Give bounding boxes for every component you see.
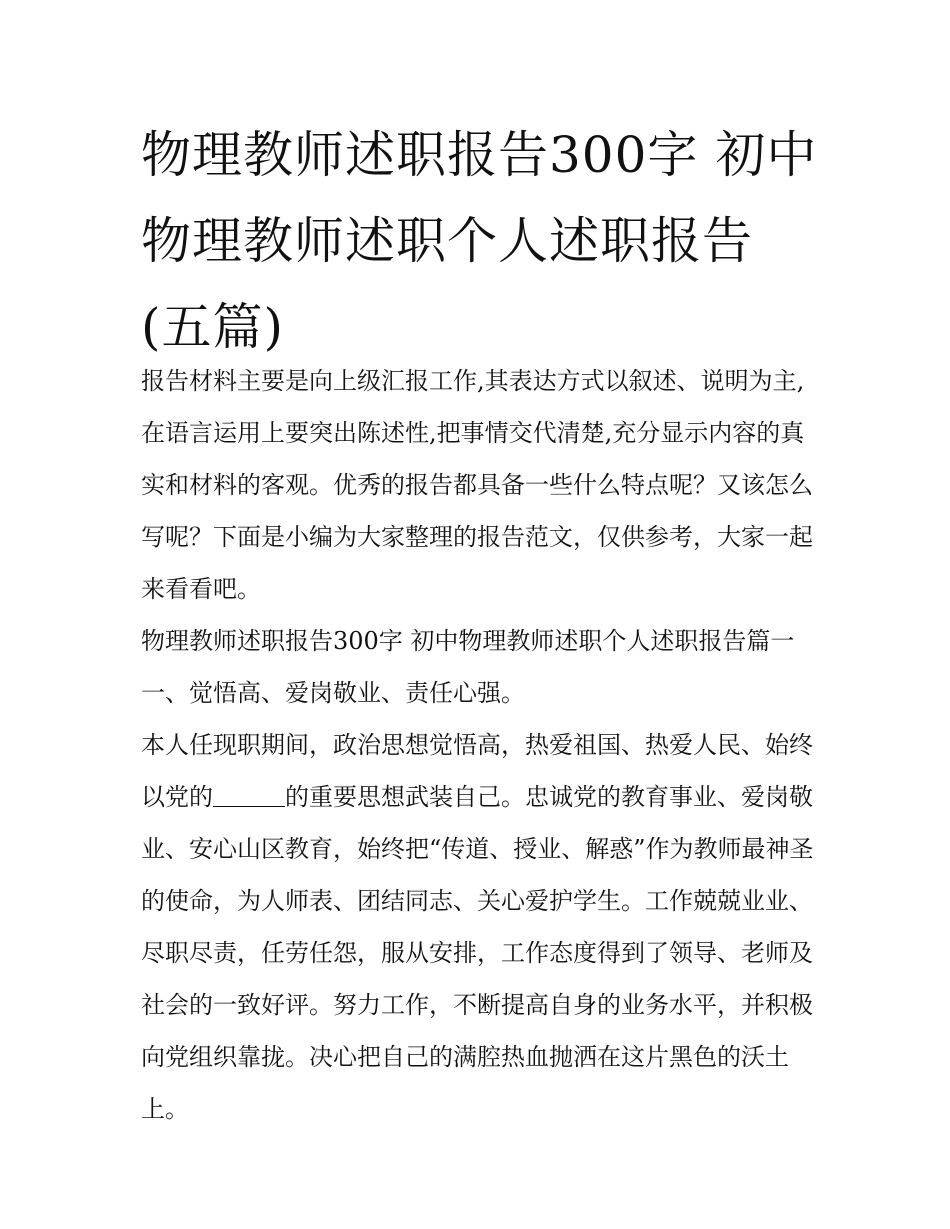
intro-paragraph: 报告材料主要是向上级汇报工作,其表达方式以叙述、说明为主,在语言运用上要突出陈述性,把事情交代清楚,充分显示内容的真实和材料的客观。优秀的报告都具备一些什么特点呢？又该怎么写呢？下面是小编为大家整理的报告范文，仅供参考，大家一起来看看吧。 xyxy=(141,367,813,603)
fill-in-blank xyxy=(213,782,285,807)
body-paragraph xyxy=(141,719,821,1135)
body-paragraph-part1: 本人任现职期间，政治思想觉悟高，热爱祖国、热爱人民、始终以党的 xyxy=(141,731,813,811)
body-paragraph-part2: 的重要思想武装自己。忠诚党的教育事业、爱岗敬业、安心山区教育，始终把“传道、授业、解惑”作为教师最神圣的使命，为人师表、团结同志、关心爱护学生。工作兢兢业业、尽职尽责，任劳任怨，服从安排，工作态度得到了领导、老师及社会的一致好评。努力工作，不断提高自身的业务水平，并积极向党组织靠拢。决心把自己的满腔热血抛洒在这片黑色的沃土上。 xyxy=(141,783,814,1123)
section-heading: 物理教师述职报告300字 初中物理教师述职个人述职报告篇一 一、觉悟高、爱岗敬业、责任心强。 xyxy=(141,627,795,707)
document-title: 物理教师述职报告300字 初中物理教师述职个人述职报告(五篇) xyxy=(141,126,818,356)
document-body xyxy=(141,355,821,1135)
